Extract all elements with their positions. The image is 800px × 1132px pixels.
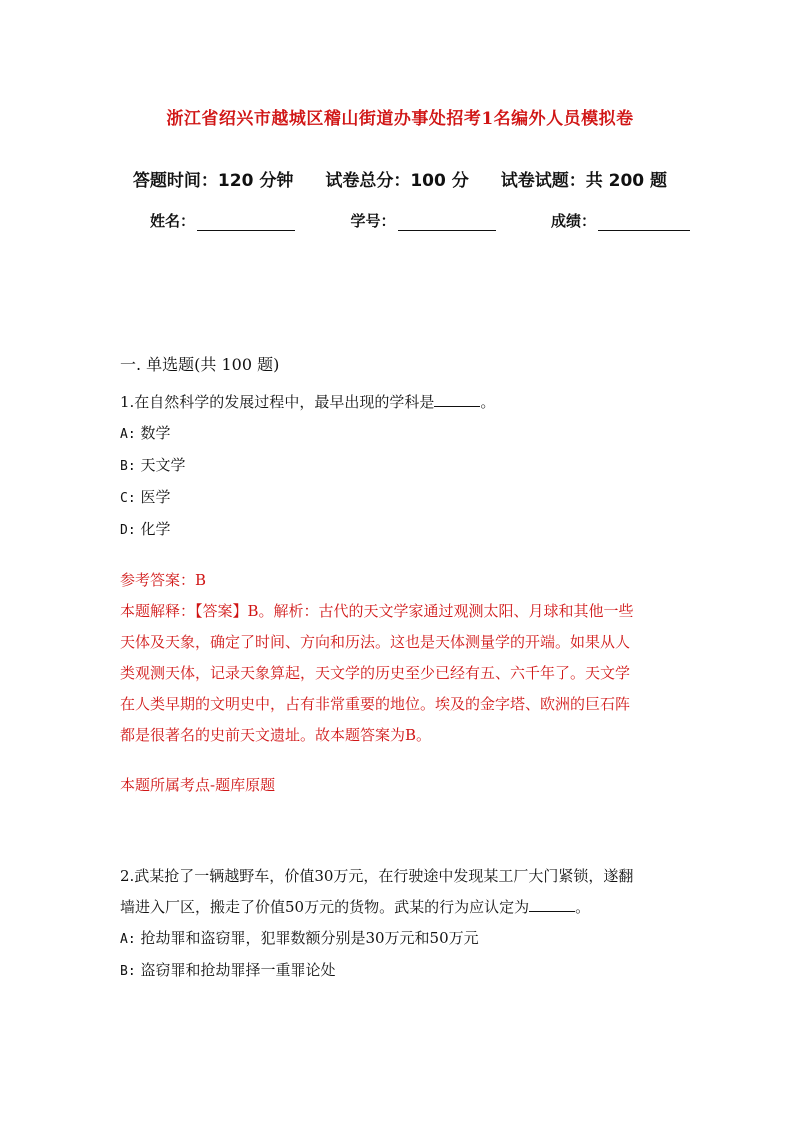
exam-meta <box>0 166 800 191</box>
question-stem-line <box>120 892 680 923</box>
question-stem-text: 1.在自然科学的发展过程中，最早出现的学科是 <box>120 393 435 411</box>
document-title: 浙江省绍兴市越城区稽山街道办事处招考1名编外人员模拟卷 <box>166 109 634 129</box>
explanation-line: 本题解释：【答案】B。解析：古代的天文学家通过观测太阳、月球和其他一些 <box>120 602 634 620</box>
exam-content <box>120 352 680 987</box>
option-label: A: <box>120 932 136 947</box>
option-text: 数学 <box>140 424 171 442</box>
option-b <box>120 450 680 482</box>
question-2 <box>120 861 680 987</box>
exam-question-count: 试卷试题：共 200 题 <box>500 171 668 191</box>
option-d <box>120 514 680 546</box>
option-c <box>120 482 680 514</box>
explanation-line: 天体及天象，确定了时间、方向和历法。这也是天体测量学的开端。如果从人 <box>120 633 631 651</box>
question-1 <box>120 387 680 801</box>
option-label: D: <box>120 523 136 538</box>
explanation-line: 在人类早期的文明史中，占有非常重要的地位。埃及的金字塔、欧洲的巨石阵 <box>120 695 631 713</box>
option-label: B: <box>120 459 136 474</box>
question-source: 本题所属考点-题库原题 <box>120 776 276 794</box>
grade-field <box>551 210 690 231</box>
question-stem-line: 2.武某抢了一辆越野车，价值30万元，在行驶途中发现某工厂大门紧锁，遂翻 <box>120 867 634 885</box>
question-stem-end: 。 <box>480 393 496 411</box>
name-label: 姓名： <box>150 212 196 230</box>
section-heading: 一. 单选题(共 100 题) <box>120 355 280 374</box>
option-a <box>120 418 680 450</box>
id-field <box>350 210 495 231</box>
option-text: 天文学 <box>140 456 186 474</box>
option-a <box>120 923 680 955</box>
name-field <box>150 210 295 231</box>
answer-blank <box>434 392 480 407</box>
option-label: A: <box>120 427 136 442</box>
exam-total-score: 试卷总分：100 分 <box>325 171 469 191</box>
exam-time: 答题时间：120 分钟 <box>132 171 294 191</box>
question-stem-text: 墙进入厂区，搬走了价值50万元的货物。武某的行为应认定为 <box>120 898 530 916</box>
explanation-line: 都是很著名的史前天文遗址。故本题答案为B。 <box>120 726 432 744</box>
name-blank <box>197 216 295 231</box>
option-label: C: <box>120 491 136 506</box>
reference-answer: 参考答案：B <box>120 571 207 589</box>
answer-blank <box>529 897 575 912</box>
question-stem-end: 。 <box>575 898 591 916</box>
option-text: 医学 <box>140 488 171 506</box>
id-label: 学号： <box>350 212 396 230</box>
option-text: 抢劫罪和盗窃罪，犯罪数额分别是30万元和50万元 <box>140 929 479 947</box>
question-stem <box>120 387 680 418</box>
grade-blank <box>598 216 690 231</box>
option-text: 化学 <box>140 520 171 538</box>
grade-label: 成绩： <box>550 212 596 230</box>
option-text: 盗窃罪和抢劫罪择一重罪论处 <box>140 961 336 979</box>
id-blank <box>398 216 496 231</box>
explanation-line: 类观测天体，记录天象算起，天文学的历史至少已经有五、六千年了。天文学 <box>120 664 631 682</box>
option-label: B: <box>120 964 136 979</box>
student-info <box>150 210 690 231</box>
option-b <box>120 955 680 987</box>
